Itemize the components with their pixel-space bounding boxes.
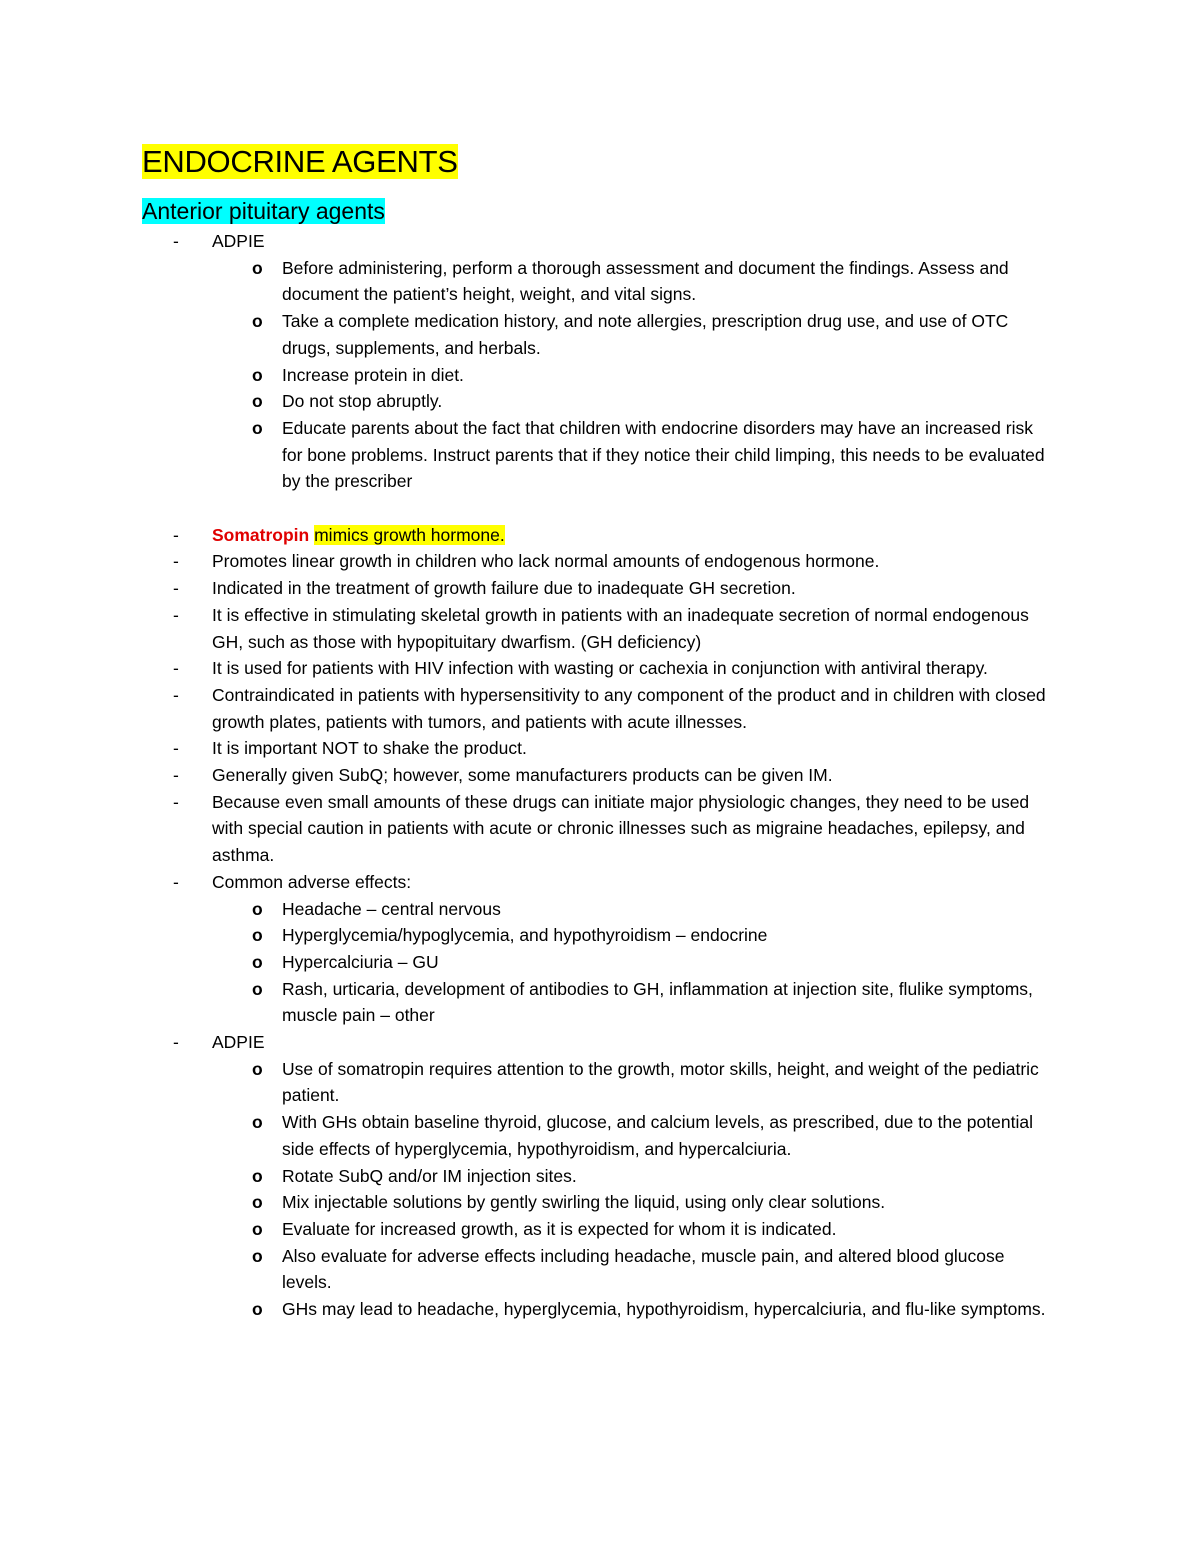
sub-item-text: Mix injectable solutions by gently swirling the liquid, using only clear solutions.	[282, 1192, 886, 1213]
item-text: Contraindicated in patients with hypersensitivity to any component of the product and in children with closed growth plates, patients with tumors, and patients with acute illnesses.	[212, 684, 1046, 732]
dash-marker: -	[173, 765, 179, 786]
blank-line	[142, 495, 1050, 522]
sub-list-item	[142, 949, 1050, 976]
document-title	[142, 142, 1050, 182]
drug-description: mimics growth hormone.	[314, 524, 505, 545]
dash-marker: -	[173, 578, 179, 599]
sub-item-text: Use of somatropin requires attention to the growth, motor skills, height, and weight of the pediatric patient.	[282, 1058, 1039, 1106]
sub-list-item	[142, 255, 1050, 308]
sub-list-item	[142, 388, 1050, 415]
sub-item-text: Hypercalciuria – GU	[282, 951, 439, 972]
list-item	[142, 735, 1050, 762]
circle-marker: o	[252, 898, 263, 919]
sub-list-item	[142, 308, 1050, 361]
sub-list-item	[142, 362, 1050, 389]
list-item	[142, 789, 1050, 869]
circle-marker: o	[252, 257, 263, 278]
dash-marker: -	[173, 738, 179, 759]
sub-list-item	[142, 1243, 1050, 1296]
list-item	[142, 575, 1050, 602]
circle-marker: o	[252, 1245, 263, 1266]
dash-marker: -	[173, 551, 179, 572]
adpie-2-sublist	[212, 1056, 1050, 1323]
dash-marker: -	[173, 791, 179, 812]
sub-list-item	[142, 1189, 1050, 1216]
sub-item-text: Do not stop abruptly.	[282, 391, 443, 412]
circle-marker: o	[252, 391, 263, 412]
item-text: Indicated in the treatment of growth failure due to inadequate GH secretion.	[212, 578, 796, 599]
sub-item-text: Educate parents about the fact that children with endocrine disorders may have an increased risk for bone problems. Instruct parents that if they notice their child limping, this needs to be evaluated by the prescriber	[282, 417, 1045, 492]
sub-item-text: Before administering, perform a thorough assessment and document the findings. Assess and document the patient’s height, weight, and vital signs.	[282, 257, 1009, 305]
sub-list-item	[142, 1056, 1050, 1109]
main-list	[142, 228, 1050, 495]
list-item	[142, 602, 1050, 655]
sub-item-text: Evaluate for increased growth, as it is expected for whom it is indicated.	[282, 1219, 837, 1239]
sub-item-text: GHs may lead to headache, hyperglycemia, hypothyroidism, hypercalciuria, and flu-like symptoms.	[282, 1299, 1046, 1320]
circle-marker: o	[252, 1112, 263, 1133]
sub-list-item	[142, 1216, 1050, 1243]
somatropin-list	[142, 522, 1050, 1323]
adverse-sublist	[212, 896, 1050, 1030]
sub-list-item	[142, 922, 1050, 949]
list-item	[142, 762, 1050, 789]
circle-marker: o	[252, 925, 263, 946]
list-item	[142, 548, 1050, 575]
sub-item-text: Also evaluate for adverse effects including headache, muscle pain, and altered blood glucose levels.	[282, 1245, 1005, 1293]
adpie-label: ADPIE	[212, 1032, 265, 1053]
circle-marker: o	[252, 1165, 263, 1186]
circle-marker: o	[252, 417, 263, 438]
adverse-label: Common adverse effects:	[212, 871, 412, 892]
item-text: Promotes linear growth in children who lack normal amounts of endogenous hormone.	[212, 551, 880, 572]
sub-item-text: Headache – central nervous	[282, 898, 501, 919]
circle-marker: o	[252, 978, 263, 999]
dash-marker: -	[173, 684, 179, 705]
item-text: Generally given SubQ; however, some manufacturers products can be given IM.	[212, 765, 833, 786]
circle-marker: o	[252, 311, 263, 332]
sub-list-item	[142, 976, 1050, 1029]
item-text: It is important NOT to shake the product.	[212, 738, 527, 759]
list-item-adpie-1	[142, 228, 1050, 495]
circle-marker: o	[252, 1058, 263, 1079]
circle-marker: o	[252, 1299, 263, 1320]
list-item	[142, 682, 1050, 735]
dash-marker: -	[173, 658, 179, 679]
adpie-1-sublist	[212, 255, 1050, 495]
sub-item-text: Rash, urticaria, development of antibodies to GH, inflammation at injection site, flulike symptoms, muscle pain – other	[282, 978, 1033, 1026]
sub-list-item	[142, 1163, 1050, 1190]
adpie-label: ADPIE	[212, 231, 265, 251]
list-item-somatropin	[142, 522, 1050, 549]
circle-marker: o	[252, 364, 263, 385]
section-title-highlight: Anterior pituitary agents	[142, 198, 385, 224]
drug-name: Somatropin	[212, 524, 310, 545]
item-text: Because even small amounts of these drugs can initiate major physiologic changes, they need to be used with special caution in patients with acute or chronic illnesses such as migraine headaches, epilepsy, and asthma.	[212, 791, 1030, 866]
sub-list-item	[142, 415, 1050, 495]
circle-marker: o	[252, 1192, 263, 1213]
dash-marker: -	[173, 604, 179, 625]
title-highlight: ENDOCRINE AGENTS	[142, 144, 458, 179]
list-item-adpie-2	[142, 1029, 1050, 1323]
circle-marker: o	[252, 1219, 263, 1239]
sub-list-item	[142, 896, 1050, 923]
dash-marker: -	[173, 524, 179, 545]
dash-marker: -	[173, 231, 179, 251]
item-text: It is effective in stimulating skeletal growth in patients with an inadequate secretion of normal endogenous GH, such as those with hypopituitary dwarfism. (GH deficiency)	[212, 604, 1029, 652]
sub-list-item	[142, 1109, 1050, 1162]
section-title	[142, 196, 1050, 226]
sub-list-item	[142, 1296, 1050, 1323]
item-text: It is used for patients with HIV infection with wasting or cachexia in conjunction with antiviral therapy.	[212, 658, 988, 679]
circle-marker: o	[252, 951, 263, 972]
list-item	[142, 655, 1050, 682]
dash-marker: -	[173, 1032, 179, 1053]
sub-item-text: Increase protein in diet.	[282, 364, 464, 385]
sub-item-text: Rotate SubQ and/or IM injection sites.	[282, 1165, 577, 1186]
sub-item-text: Take a complete medication history, and note allergies, prescription drug use, and use of OTC drugs, supplements, and herbals.	[282, 311, 1009, 358]
list-item-adverse-effects	[142, 869, 1050, 1029]
sub-item-text: Hyperglycemia/hypoglycemia, and hypothyroidism – endocrine	[282, 925, 768, 946]
dash-marker: -	[173, 871, 179, 892]
sub-item-text: With GHs obtain baseline thyroid, glucose, and calcium levels, as prescribed, due to the potential side effects of hyperglycemia, hypothyroidism, and hypercalciuria.	[282, 1112, 1033, 1159]
